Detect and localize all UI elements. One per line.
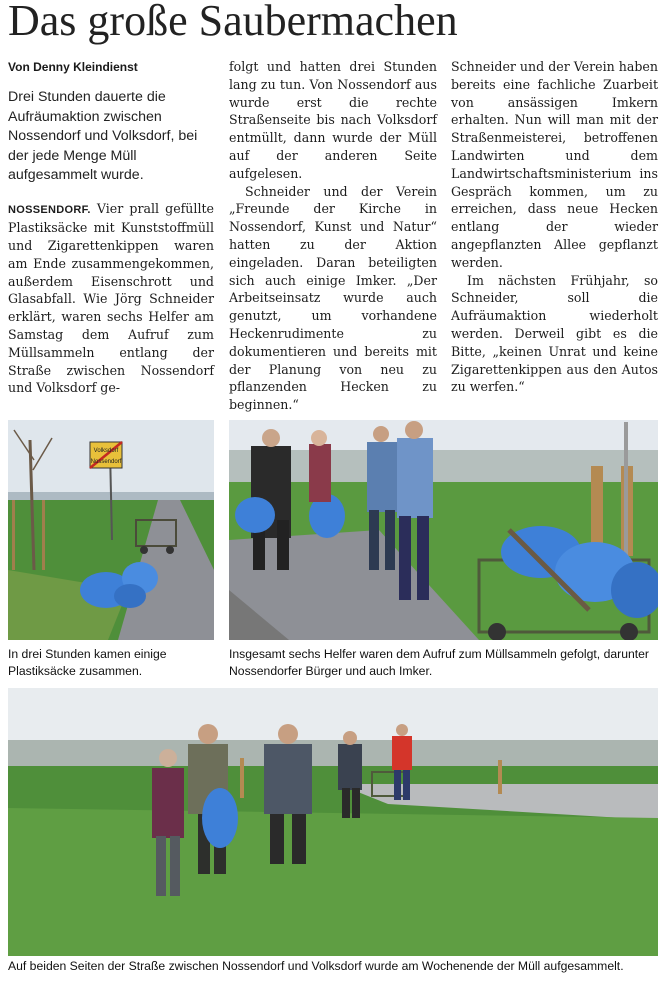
body-text-column-2 [229, 58, 437, 414]
body-text-column-3 [451, 58, 658, 396]
dateline: NOSSENDORF. [8, 203, 91, 216]
caption-photo-1: In drei Stunden kamen einige Plastiksäcke zusammen. [8, 647, 167, 678]
body-text-column-1 [8, 200, 214, 398]
sign-text-volksdorf: Volksdorf [93, 448, 119, 454]
col1-text: Vier prall gefüllte Plastiksäcke mit Kunststoffmüll und Zigarettenkippen waren am Ende zusammengekommen, außerdem Eisenschrott und Glasabfall. Wie Jörg Schneider erklärt, waren sechs Helfer am Samstag dem Aufruf zum Müllsammeln entlang der Straße zwischen Nossendorf und Volksdorf ge- [8, 200, 214, 396]
column-3 [451, 58, 658, 396]
caption-photo-2: Insgesamt sechs Helfer waren dem Aufruf zum Müllsammeln gefolgt, darunter Nossendorfer Bürger und auch Imker. [229, 647, 649, 678]
caption-photo-3: Auf beiden Seiten der Straße zwischen Nossendorf und Volksdorf wurde am Wochenende der Müll aufgesammelt. [8, 959, 624, 973]
col2-paragraph-2: Schneider und der Verein „Freunde der Kirche in Nossendorf, Kunst und Natur“ hatten zu der Aktion eingeladen. Daran beteiligten sich auch einige Imker. „Der Arbeitseinsatz wurde auch genutzt, um vorhandene Heckenrudimente zu dokumentieren und bereits mit der Planung von neu zu pflanzenden Hecken zu beginnen.“ [229, 183, 437, 413]
headline: Das große Saubermachen [8, 0, 458, 45]
photo-roadside-bags [8, 420, 214, 640]
column-2 [229, 58, 437, 414]
byline: Von Denny Kleindienst [8, 60, 138, 74]
col2-paragraph-1: folgt und hatten drei Stunden lang zu tun. Von Nossendorf aus wurde erst die rechte Straßenseite bis nach Volksdorf entmüllt, dann wurde der Müll auf der anderen Seite aufgelesen. [229, 59, 437, 181]
photo-helpers-with-wagon [229, 420, 658, 640]
photo-field-collection [8, 688, 658, 956]
col3-paragraph-2: Im nächsten Frühjahr, so Schneider, soll die Aufräumaktion wiederholt werden. Derweil gibt es die Bitte, „keinen Unrat und keine Zigarettenkippen aus den Autos zu werfen.“ [451, 272, 658, 395]
teaser: Drei Stunden dauerte die Aufräumaktion zwischen Nossendorf und Volksdorf, bei der jede Menge Müll aufgesammelt wurde. [8, 89, 198, 183]
col3-paragraph-1: Schneider und der Verein haben bereits eine fachliche Zuarbeit von ansässigen Imkern erhalten. Nun will man mit der Straßenmeisterei, betroffenen Landwirten und dem Landwirtschaftsministerium ins Gespräch kommen, um zu erreichen, dass neue Hecken entlang der wieder angepflanzten Allee gepflanzt werden. [451, 59, 658, 270]
column-1 [8, 58, 214, 397]
sign-text-nossendorf: Nossendorf [90, 459, 122, 465]
